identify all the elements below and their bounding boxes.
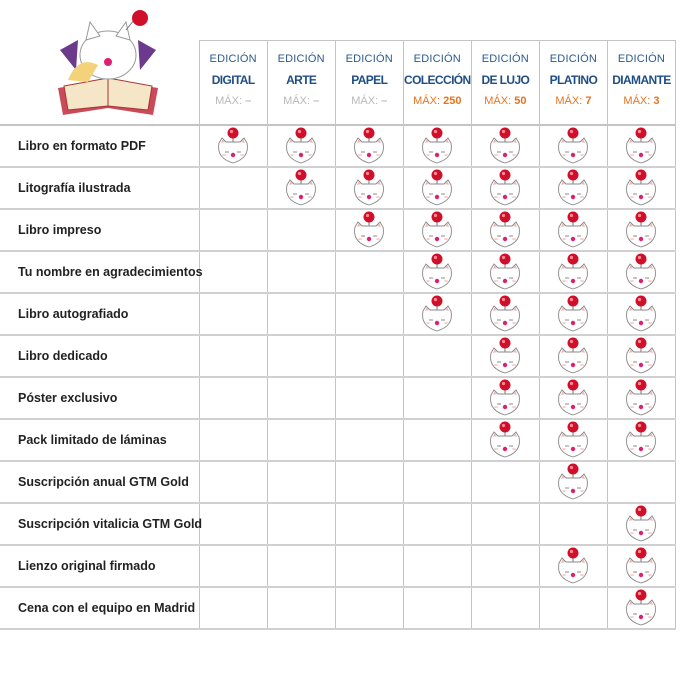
- benefit-label: Tu nombre en agradecimientos: [0, 251, 199, 293]
- benefit-empty-cell: [267, 461, 335, 503]
- edition-header-colección: [403, 41, 471, 126]
- moogle-icon: [554, 210, 592, 250]
- max-label: MÁX:: [623, 95, 651, 107]
- benefit-empty-cell: [199, 587, 267, 629]
- benefit-empty-cell: [199, 419, 267, 461]
- benefit-empty-cell: [471, 461, 539, 503]
- benefit-empty-cell: [471, 587, 539, 629]
- benefit-empty-cell: [267, 209, 335, 251]
- benefit-empty-cell: [267, 251, 335, 293]
- moogle-icon: [554, 168, 592, 208]
- benefit-included-cell: [267, 125, 335, 167]
- benefit-empty-cell: [199, 167, 267, 209]
- edition-label: EDICIÓN: [617, 53, 666, 65]
- benefit-empty-cell: [199, 503, 267, 545]
- edition-name: PAPEL: [351, 73, 388, 87]
- benefit-included-cell: [607, 167, 675, 209]
- benefit-included-cell: [539, 209, 607, 251]
- benefit-included-cell: [539, 419, 607, 461]
- benefit-included-cell: [471, 125, 539, 167]
- moogle-icon: [486, 420, 524, 460]
- benefit-label: Libro autografiado: [0, 293, 199, 335]
- moogle-icon: [554, 294, 592, 334]
- benefit-included-cell: [335, 167, 403, 209]
- benefit-included-cell: [539, 125, 607, 167]
- moogle-icon: [622, 294, 660, 334]
- moogle-icon: [622, 378, 660, 418]
- moogle-icon: [554, 126, 592, 166]
- benefit-row: [0, 125, 676, 167]
- benefit-row: [0, 167, 676, 209]
- edition-name: ARTE: [286, 73, 317, 87]
- benefit-empty-cell: [471, 503, 539, 545]
- moogle-icon: [418, 210, 456, 250]
- benefit-empty-cell: [335, 293, 403, 335]
- benefit-included-cell: [471, 377, 539, 419]
- max-value: –: [245, 95, 252, 107]
- moogle-icon: [282, 168, 320, 208]
- benefit-empty-cell: [199, 293, 267, 335]
- benefit-label: Cena con el equipo en Madrid: [0, 587, 199, 629]
- moogle-icon: [350, 168, 388, 208]
- moogle-icon: [350, 210, 388, 250]
- benefit-included-cell: [471, 251, 539, 293]
- moogle-icon: [350, 126, 388, 166]
- moogle-icon: [486, 210, 524, 250]
- moogle-icon: [622, 126, 660, 166]
- benefit-row: [0, 545, 676, 587]
- benefit-included-cell: [471, 209, 539, 251]
- moogle-icon: [486, 168, 524, 208]
- edition-name: DIAMANTE: [612, 73, 671, 87]
- benefit-label: Pack limitado de láminas: [0, 419, 199, 461]
- benefit-included-cell: [403, 167, 471, 209]
- benefit-label: Libro impreso: [0, 209, 199, 251]
- max-value: –: [381, 95, 388, 107]
- benefit-included-cell: [471, 293, 539, 335]
- benefit-empty-cell: [335, 335, 403, 377]
- moogle-icon: [554, 378, 592, 418]
- benefit-included-cell: [607, 293, 675, 335]
- benefit-row: [0, 503, 676, 545]
- benefit-empty-cell: [403, 461, 471, 503]
- edition-max: [608, 95, 675, 107]
- benefit-row: [0, 587, 676, 629]
- header-corner: [0, 41, 199, 126]
- moogle-icon: [554, 420, 592, 460]
- max-value: –: [313, 95, 320, 107]
- benefit-empty-cell: [335, 377, 403, 419]
- benefit-label: Litografía ilustrada: [0, 167, 199, 209]
- benefit-included-cell: [403, 209, 471, 251]
- benefit-empty-cell: [267, 503, 335, 545]
- moogle-icon: [486, 378, 524, 418]
- benefit-empty-cell: [199, 545, 267, 587]
- edition-header-digital: [199, 41, 267, 126]
- benefit-included-cell: [539, 545, 607, 587]
- edition-header-row: [0, 41, 676, 126]
- benefit-included-cell: [539, 377, 607, 419]
- benefit-empty-cell: [267, 377, 335, 419]
- max-label: MÁX:: [413, 95, 441, 107]
- edition-max: [404, 95, 471, 107]
- benefit-label: Libro en formato PDF: [0, 125, 199, 167]
- benefit-included-cell: [471, 419, 539, 461]
- benefit-included-cell: [607, 587, 675, 629]
- max-label: MÁX:: [484, 95, 512, 107]
- benefit-row: [0, 209, 676, 251]
- benefit-included-cell: [607, 545, 675, 587]
- benefit-empty-cell: [267, 419, 335, 461]
- max-label: MÁX:: [215, 95, 243, 107]
- benefit-label: Lienzo original firmado: [0, 545, 199, 587]
- benefit-label: Póster exclusivo: [0, 377, 199, 419]
- benefit-empty-cell: [199, 335, 267, 377]
- edition-max: [540, 95, 607, 107]
- benefit-included-cell: [539, 167, 607, 209]
- max-label: MÁX:: [283, 95, 311, 107]
- benefit-row: [0, 251, 676, 293]
- moogle-icon: [622, 588, 660, 628]
- edition-header-platino: [539, 41, 607, 126]
- benefit-included-cell: [607, 335, 675, 377]
- benefit-empty-cell: [335, 545, 403, 587]
- edition-header-de-lujo: [471, 41, 539, 126]
- benefit-included-cell: [267, 167, 335, 209]
- moogle-icon: [214, 126, 252, 166]
- benefit-label: Suscripción anual GTM Gold: [0, 461, 199, 503]
- benefit-included-cell: [471, 335, 539, 377]
- benefit-included-cell: [199, 125, 267, 167]
- benefit-empty-cell: [539, 587, 607, 629]
- moogle-icon: [622, 420, 660, 460]
- benefit-empty-cell: [471, 545, 539, 587]
- benefits-body: [0, 125, 676, 629]
- edition-name: PLATINO: [549, 73, 598, 87]
- benefit-row: [0, 461, 676, 503]
- edition-name: COLECCIÓN: [404, 73, 471, 87]
- edition-label: EDICIÓN: [345, 53, 393, 65]
- max-label: MÁX:: [555, 95, 583, 107]
- benefit-empty-cell: [267, 545, 335, 587]
- benefit-empty-cell: [403, 335, 471, 377]
- edition-label: EDICIÓN: [481, 53, 529, 65]
- moogle-icon: [486, 336, 524, 376]
- moogle-icon: [622, 252, 660, 292]
- benefit-row: [0, 377, 676, 419]
- edition-name: DIGITAL: [211, 73, 255, 87]
- benefit-label: Libro dedicado: [0, 335, 199, 377]
- benefit-empty-cell: [335, 503, 403, 545]
- benefit-empty-cell: [335, 587, 403, 629]
- moogle-icon: [554, 336, 592, 376]
- benefit-empty-cell: [267, 293, 335, 335]
- benefit-empty-cell: [335, 251, 403, 293]
- benefit-empty-cell: [403, 503, 471, 545]
- benefit-empty-cell: [403, 587, 471, 629]
- benefit-empty-cell: [403, 545, 471, 587]
- moogle-icon: [622, 168, 660, 208]
- moogle-icon: [418, 252, 456, 292]
- moogle-icon: [418, 294, 456, 334]
- benefit-empty-cell: [267, 335, 335, 377]
- benefit-empty-cell: [335, 419, 403, 461]
- moogle-icon: [622, 210, 660, 250]
- edition-header-arte: [267, 41, 335, 126]
- benefit-included-cell: [539, 335, 607, 377]
- max-value: 7: [585, 95, 592, 107]
- moogle-icon: [486, 252, 524, 292]
- benefit-included-cell: [607, 251, 675, 293]
- benefit-empty-cell: [403, 377, 471, 419]
- benefit-empty-cell: [199, 251, 267, 293]
- benefit-empty-cell: [199, 461, 267, 503]
- benefit-included-cell: [607, 419, 675, 461]
- benefit-included-cell: [539, 251, 607, 293]
- benefit-included-cell: [607, 209, 675, 251]
- benefit-row: [0, 335, 676, 377]
- benefit-included-cell: [335, 209, 403, 251]
- moogle-icon: [282, 126, 320, 166]
- edition-header-diamante: [607, 41, 675, 126]
- benefit-empty-cell: [539, 503, 607, 545]
- benefit-empty-cell: [607, 461, 675, 503]
- moogle-icon: [486, 294, 524, 334]
- max-value: 50: [514, 95, 527, 107]
- edition-label: EDICIÓN: [209, 53, 257, 65]
- moogle-icon: [486, 126, 524, 166]
- benefit-included-cell: [403, 125, 471, 167]
- edition-max: [336, 95, 403, 107]
- benefit-included-cell: [607, 377, 675, 419]
- benefit-included-cell: [335, 125, 403, 167]
- benefit-empty-cell: [267, 587, 335, 629]
- max-label: MÁX:: [351, 95, 379, 107]
- benefit-row: [0, 419, 676, 461]
- moogle-icon: [554, 462, 592, 502]
- edition-label: EDICIÓN: [413, 53, 461, 65]
- moogle-icon: [554, 252, 592, 292]
- editions-comparison-table: [0, 40, 676, 630]
- max-value: 250: [443, 95, 462, 107]
- benefit-included-cell: [607, 125, 675, 167]
- benefit-included-cell: [539, 293, 607, 335]
- edition-name: DE LUJO: [481, 73, 530, 87]
- benefit-empty-cell: [199, 377, 267, 419]
- benefit-included-cell: [471, 167, 539, 209]
- edition-max: [472, 95, 539, 107]
- moogle-icon: [622, 504, 660, 544]
- benefit-empty-cell: [403, 419, 471, 461]
- moogle-icon: [418, 126, 456, 166]
- edition-max: [200, 95, 267, 107]
- benefit-empty-cell: [335, 461, 403, 503]
- moogle-icon: [622, 336, 660, 376]
- moogle-icon: [418, 168, 456, 208]
- benefit-empty-cell: [199, 209, 267, 251]
- edition-label: EDICIÓN: [549, 53, 598, 65]
- edition-header-papel: [335, 41, 403, 126]
- edition-max: [268, 95, 335, 107]
- benefit-included-cell: [539, 461, 607, 503]
- max-value: 3: [653, 95, 660, 107]
- benefit-row: [0, 293, 676, 335]
- benefit-included-cell: [607, 503, 675, 545]
- benefit-included-cell: [403, 251, 471, 293]
- moogle-icon: [622, 546, 660, 586]
- moogle-icon: [554, 546, 592, 586]
- benefit-included-cell: [403, 293, 471, 335]
- benefit-label: Suscripción vitalicia GTM Gold: [0, 503, 199, 545]
- edition-label: EDICIÓN: [277, 53, 325, 65]
